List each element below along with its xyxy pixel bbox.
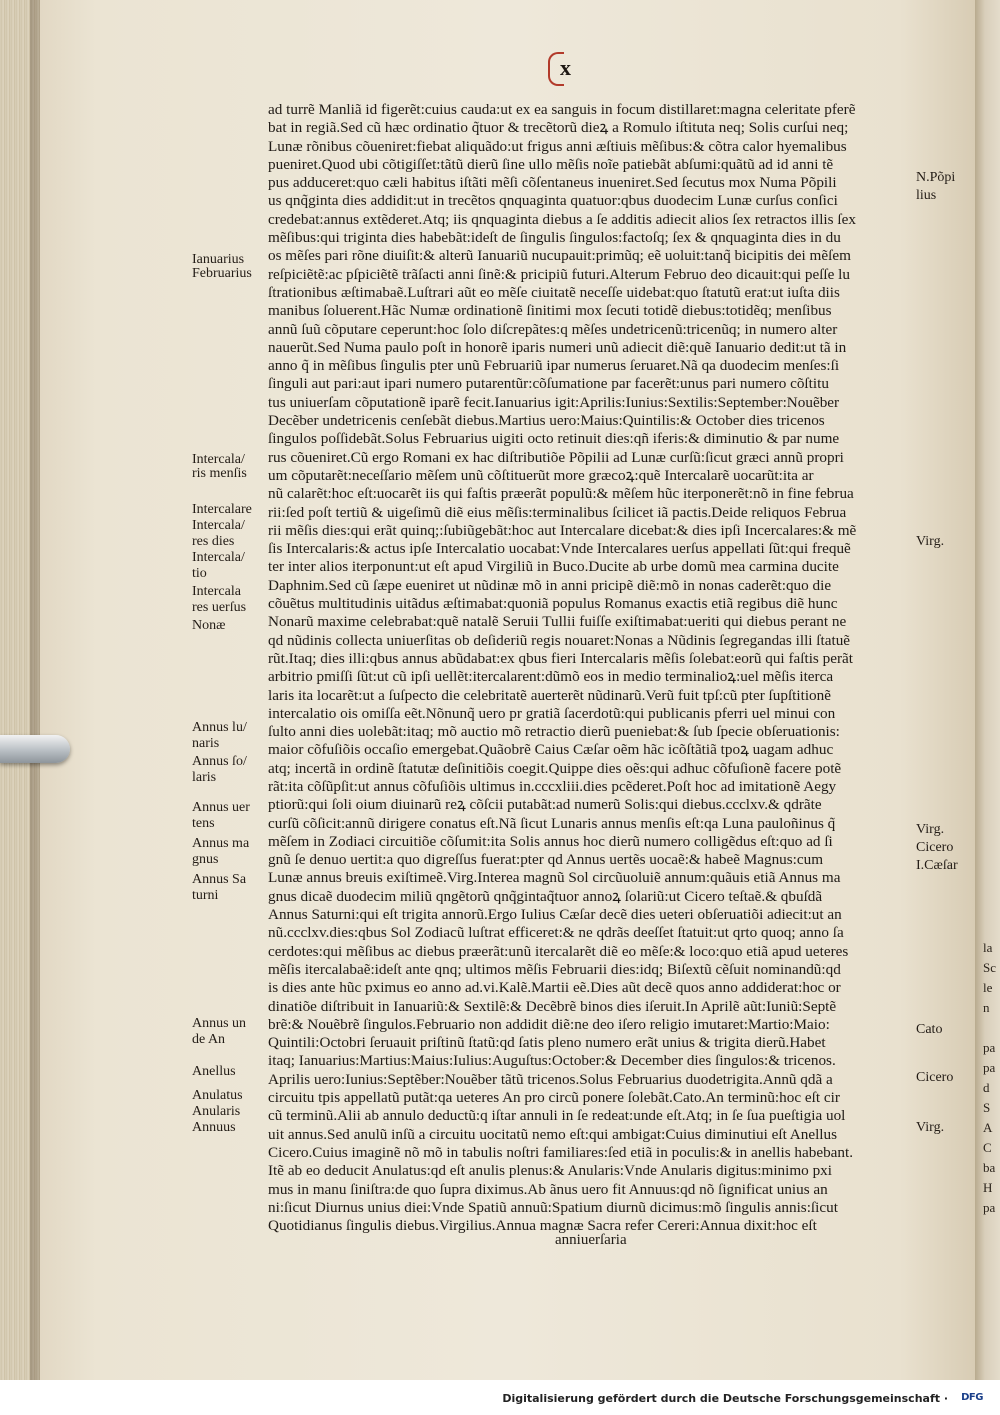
- text-line: Annus Saturni:qui eſt trigita annorũ.Ergo Iulius Cæſar decẽ dies ueteri obſeruatiõi adiecit:ut an: [268, 906, 842, 924]
- facing-page-fragment: Sc: [983, 960, 996, 975]
- text-line: Aprilis uero:Iunius:Septẽber:Nouẽber tãtũ tricenos.Solus Februarius duodetrigita.Annũ qdã a: [268, 1070, 833, 1088]
- text-line: us qnq̃ginta dies addidit:ut in trecẽtos qnquaginta quatuor:qbus duodecim Lunæ curſus conſici: [268, 192, 838, 210]
- text-line: intercalatio ois omiſſa eẽt.Nõnunq̃ uero pr gratiã ſacerdotũ:qui publicanis pferri uel minui con: [268, 704, 836, 722]
- margin-note: naris: [192, 736, 220, 751]
- text-line: curſũ cõſicit:annũ dirigere conatus eſt.Nã ſicut Lunaris annus menſis eſt:qa Luna pauloñinus q̃: [268, 814, 836, 832]
- margin-note: Anulatus: [192, 1088, 243, 1103]
- text-line: mus in manu ſiniſtra:de quo ſupra diximus.Ab ãnus uero fit Annuus:qd nõ ſignificat unius an: [268, 1180, 828, 1198]
- text-line: Itẽ ab eo deducit Anulatus:qd eſt anulis plenus:& Anularis:Vnde Anularis digitus:minimo pxi: [268, 1162, 832, 1180]
- text-line: pueniret.Quod ubi cõtigiſſet:tãtũ dierũ ſine ullo mẽſis noĩe patiebãt abſumi:quãtũ ad id anni tẽ: [268, 155, 834, 173]
- text-line: laris ita locarẽt:ut a ſuſpecto die celebritatẽ auerterẽt nũdinarũ.Verũ fuit tpſ:cũ pter ſupſtitionẽ: [268, 686, 831, 704]
- margin-note: Intercala/: [192, 452, 245, 467]
- text-line: credebat:annus extẽderet.Atq; iis qnquaginta diebus a ſe additis adiecit alios ſex retractos illis ſex: [268, 210, 856, 228]
- margin-note: Intercala/: [192, 550, 245, 565]
- margin-note: Intercala: [192, 584, 241, 599]
- facing-page-fragment: ba: [983, 1160, 996, 1175]
- text-line: ſingulos poſſidebãt.Solus Februarius uigiti octo retinuit dies:qñ iferis:& diminutio & par nume: [268, 430, 840, 448]
- margin-note: tio: [192, 566, 207, 581]
- text-line: is dies ante hũc pximus eo anno ad.vi.Kalẽ.Martii eẽ.Dies aũt decẽ quos anno addiderat:hoc or: [268, 979, 841, 997]
- text-line: brẽ:& Nouẽbrẽ ſingulos.Februario non addidit diẽ:ne deo iſero religio imutaret:Martio:Maio:: [268, 1015, 830, 1033]
- margin-note: Intercala/: [192, 518, 245, 533]
- text-line: gnũ ſe denuo uertit:a quo digreſſus fuerat:pter qd Annus uertẽs uocaẽ:& habeẽ Magnus:cum: [268, 851, 824, 869]
- text-line: rii:ſed poſt tertiũ & uigeſimũ diẽ eius mẽſis:terminalibus ſcilicet iã pactis.Deide reliquos Februa: [268, 503, 847, 521]
- text-line: atq; incertã in ordinẽ ſtatutæ deſinitiõis coegit.Quippe dies oẽs:qui adhuc cõfuſionẽ facere potẽ: [268, 759, 842, 777]
- text-line: annũ ſuũ cõputare ceperunt:hoc ſolo diſcrepãtes:q mẽſes undetricenũ:tricenũq; in numero alter: [268, 320, 838, 338]
- facing-page-fragment: le: [983, 980, 993, 995]
- margin-note: turni: [192, 888, 219, 903]
- text-line: gnus dicaẽ duodecim miliũ qngẽtorũ qnq̃gintaq̃tuor annoꝝ ſolariũ:ut Cicero teſtaẽ.& qbuſdã: [268, 887, 823, 905]
- text-line: ſtrationibus æſtimabaẽ.Luſtrari aũt eo mẽſe ciuitatẽ neceſſe uidebat:quo ſtatutũ erat:ut iuſta diis: [268, 283, 840, 301]
- margin-note: Nonæ: [192, 618, 226, 633]
- margin-note: Annus Sa: [192, 872, 247, 887]
- margin-note: res dies: [192, 534, 235, 549]
- text-line: os mẽſes pari rõne diuiſit:& alterũ Ianuariũ nucupauit:primũq; eẽ uoluit:tanq̃ bicipitis dei mẽſem: [268, 247, 851, 265]
- text-line: arbitrio pmiſſi ſũt:ut cũ ipſi uellẽt:itercalarent:dũmõ eos in medio terminalioꝝ:uel mẽſis iterca: [268, 668, 834, 686]
- margin-note: Anellus: [192, 1064, 236, 1079]
- facing-page-fragment: pa: [983, 1060, 996, 1075]
- text-line: rus cõueniret.Cũ ergo Romani ex hac diſtributiõe Põpilii ad Lunæ curſũ:ſicut græci annũ propri: [268, 448, 844, 466]
- margin-note: Annus ma: [192, 836, 250, 851]
- text-line: nauerũt.Sed Numa paulo poſt in honorẽ iparis numeri unũ adiecit diẽ:quẽ Ianuario dedit:ut tã in: [268, 338, 847, 356]
- text-line: cõuẽtus multitudinis uitãdus æſtimabat:quoniã populus Romanus exactis etiã regibus diẽ hunc: [268, 595, 838, 613]
- margin-note: Virg.: [916, 534, 945, 549]
- margin-note: lius: [916, 188, 937, 203]
- facing-page-fragment: A: [983, 1120, 993, 1135]
- page-clip: [0, 735, 70, 763]
- footer-credit: Digitalisierung gefördert durch die Deutsche Forschungsgemeinschaft ·: [502, 1392, 948, 1405]
- text-line: Cicero.Cuius imaginẽ nõ mõ in tabulis noſtri familiares:ſed etiã in poculis:& in anellis habebant.: [268, 1143, 854, 1161]
- margin-note: laris: [192, 770, 217, 785]
- margin-note: N.Põpi: [916, 170, 956, 185]
- margin-note: Annus lu/: [192, 720, 247, 735]
- text-line: cerdotes:qui mẽſibus ac diebus præerãt:unũ itercalarẽt diẽ eo mẽſe:& loco:quo etiã apud ueteres: [268, 942, 849, 960]
- text-line: cũ terminũ.Alii ab annulo deductũ:q iſtar annuli in ſe redeat:unde eſt.Atq; in ſe ſua pueſtigia uol: [268, 1107, 846, 1125]
- text-line: Quotidianus ſingulis diebus.Virgilius.Annua magnæ Sacra refer Cereri:Annua dixit:hoc eſt: [268, 1217, 817, 1235]
- text-line: ter inter alios iterponunt:ut eſt apud Virgiliũ in Buco.Ducite ab urbe domũ mea carmina ducite: [268, 558, 839, 576]
- text-line: qd nũdinis collecta uniuerſitas ob deſideriũ regis nouaret:Nonas a Nũdinis ſegregandas illi ſtatuẽ: [268, 631, 851, 649]
- facing-page-fragment: H: [983, 1180, 993, 1195]
- text-line: ad turrẽ Manliã id figerẽt:cuius cauda:ut ex ea sanguis in focum distillaret:magna celeritate pferẽ: [268, 101, 856, 118]
- text-line: mẽſem in Zodiaci circuitiõe cõſumit:ita Solis annus hoc dierũ numero colligẽdus eſt:quo ad ſi: [268, 832, 833, 850]
- text-line: Nonarũ maxime celebrabat:quẽ natalẽ Seruii Tullii fuiſſe exiſtimabat:ueriti qui diebus perant ne: [268, 613, 847, 631]
- margin-note: Cato: [916, 1022, 943, 1037]
- facing-page-fragment: S: [983, 1100, 991, 1115]
- margin-note: Cicero: [916, 840, 954, 855]
- facing-page-fragment: pa: [983, 1040, 996, 1055]
- margin-note: gnus: [192, 852, 219, 867]
- text-line: mẽſis itercalabaẽ:ideſt ante qnq; ultimos mẽſis Februarii dies:idq; Biſextũ cẽſuit nominandũ:qd: [268, 960, 841, 978]
- text-line: rii mẽſis dies:qui erãt quinq;:ſubiũgebãt:hoc aut Intercalare dicebat:& dies ipſi Incercalares:& mẽ: [268, 521, 857, 539]
- margin-note: Annus ſo/: [192, 754, 247, 769]
- text-line: ſulto anni dies uolebãt:itaq; mõ auctio mõ retractio dierũ pueniebat:& ſub ſpecie obſeruationis:: [268, 723, 840, 741]
- text-line: circuitu tpis appellatũ putãt:qa ueteres An pro circũ ponere ſolebãt.Cato.An terminũ:hoc eſt cir: [268, 1089, 840, 1107]
- margin-note: Cicero: [916, 1070, 954, 1085]
- text-line: reſpiciẽtẽ:ac pſpiciẽtẽ trãſacti anni ſinẽ:& pricipiũ futuri.Alterum Februo deo dicauit:qui peſſe lu: [268, 265, 850, 283]
- dfg-logo-icon: DFG: [961, 1392, 983, 1403]
- margin-note: Annus un: [192, 1016, 247, 1031]
- text-line: rũt.Itaq; dies illi:qbus annus abũdabat:ex qbus fieri Intercalaris mẽſis ſolebat:eorũ qui faſtis perãt: [268, 649, 853, 667]
- margin-note: Ianuarius: [192, 252, 245, 267]
- margin-note: Virg.: [916, 822, 945, 837]
- text-line: rãt:ita cõſũpſit:ut annus cõfuſiõis ultimus in.cccxliii.dies pcẽderet.Poſt hoc ad imitationẽ Aegy: [268, 777, 837, 795]
- margin-note: Virg.: [916, 1120, 945, 1135]
- margin-note: de An: [192, 1032, 226, 1047]
- text-line: nũ calarẽt:hoc eſt:uocarẽt iis qui faſtis præerãt populũ:& mẽſem hũc iterponerẽt:nõ in fine februa: [268, 485, 854, 503]
- margin-note: tens: [192, 816, 215, 831]
- margin-note: Februarius: [192, 266, 252, 281]
- text-line: um cõputarẽt:neceſſario mẽſem unũ cõſtituerũt more græcoꝝ:quẽ Intercalarẽ uocarũt:ita ar: [268, 466, 814, 484]
- text-line: dinatiõe diſtribuit in Ianuariũ:& Sextilẽ:& Decẽbrẽ binos dies iſeruit.In Aprilẽ aũt:Iuniũ:Septẽ: [268, 997, 837, 1015]
- main-text-block: [268, 101, 910, 1235]
- digitization-footer: [0, 1380, 1000, 1415]
- text-line: uit annus.Sed anulũ inſũ a circuitu uocitatũ nemo eſt:qui ambigat:Cuius diminutiui eſt Anellus: [268, 1125, 838, 1143]
- text-line: Daphnim.Sed cũ ſæpe eueniret ut nũdinæ mõ in anni pricipẽ diẽ:mõ in nonas caderẽt:quo die: [268, 576, 832, 594]
- margin-note: res uerſus: [192, 600, 247, 615]
- facing-page-fragment: n: [983, 1000, 990, 1015]
- text-line: ni:ſicut Diurnus unius diei:Vnde Spatiũ annuũ:Spatium diurnũ dicimus:mõ ſingulis annis:ſicut: [268, 1198, 838, 1216]
- text-line: pus adduceret:quo cæli habitus iſtãti mẽſi cõſentaneus inueniret.Sed ſecutus mox Numa Põpili: [268, 174, 837, 192]
- text-line: tus uniuerſam cõputationẽ iparẽ fecit.Ianuarius igit:Aprilis:Iunius:Sextilis:September:Nouẽber: [268, 393, 840, 411]
- text-line: nũ.ccclxv.dies:qbus Sol Zodiacũ luſtrat efficeret:& ne qdrãs deeſſet ſtatuit:ut qrto quoq; anno ſa: [268, 924, 844, 942]
- text-line: Lunæ rõnibus cõueniret:fiebat aliquãdo:ut frigus anni æſtiuis mẽſibus:& cõtra calor hyemalibus: [268, 137, 847, 155]
- margin-note: Intercalare: [192, 502, 252, 517]
- margin-note: Annus uer: [192, 800, 250, 815]
- facing-page-fragment: la: [983, 940, 993, 955]
- text-line: Decẽber undetricenis cenſebãt diebus.Martius uero:Maius:Quintilis:& October dies tricenos: [268, 412, 825, 430]
- text-line: Lunæ annus breuis exiſtimeẽ.Virg.Interea magnũ Sol circũuoluiẽ annum:quãuis etiã Annus ma: [268, 869, 841, 887]
- facing-page-fragment: pa: [983, 1200, 996, 1215]
- text-line: mẽſibus:qui triginta dies habebãt:ideſt de ſingulis ſingulos:factoſq; ſex & qnquaginta dies in du: [268, 229, 841, 247]
- catchword: anniuerſaria: [555, 1232, 627, 1248]
- facing-page-fragment: C: [983, 1140, 992, 1155]
- text-line: ptiorũ:qui ſoli oium diuinarũ reꝝ cõſcii putabãt:ad numerũ Solis:qui diebus.ccclxv.& qdrãte: [268, 796, 822, 814]
- margin-note: ris menſis: [192, 466, 247, 481]
- margin-note: I.Cæſar: [916, 858, 958, 873]
- folio-number: x: [560, 55, 573, 80]
- text-line: anno q̃ in mẽſibus ſingulis pter unũ Februariũ ipar numerus ſeruaret.Nã qa duodecim menſes:ſi: [268, 357, 840, 375]
- text-line: Quintili:Octobri ſeruauit priſtinũ ſtatũ:qd ſatis pleno numero erãt unius & trigita dierũ.Habet: [268, 1034, 826, 1052]
- text-line: ſis Intercalaris:& actus ipſe Intercalatio uocabat:Vnde Intercalares uerſus appellati ſũt:qui frequẽ: [268, 540, 851, 558]
- text-line: itaq; Ianuarius:Martius:Maius:Iulius:Auguſtus:October:& December dies ſingulos:& tricenos.: [268, 1052, 836, 1070]
- text-line: maior cõfuſiõis occaſio emergebat.Quãobrẽ Caius Cæſar oẽm hãc icõſtãtiã tpoꝝ uagam adhuc: [268, 741, 834, 759]
- margin-note: Annuus: [192, 1120, 236, 1135]
- text-line: manibus ſoluerent.Hãc Numæ ordinationẽ ſinitimi mox ſecuti totidẽ diebus:totidẽq; menſibus: [268, 302, 832, 320]
- facing-page-fragment: d: [983, 1080, 990, 1095]
- margin-note: Anularis: [192, 1104, 241, 1119]
- text-line: ſinguli aut pari:aut ipari numero putarentũr:cõſumatione par facerẽt:unus pari numero cõſtitu: [268, 375, 829, 393]
- text-line: bat in regiã.Sed cũ hæc ordinatio q̃tuor & trecẽtorũ dieꝝ a Romulo iſtituta neq; Solis curſui neq;: [268, 119, 849, 137]
